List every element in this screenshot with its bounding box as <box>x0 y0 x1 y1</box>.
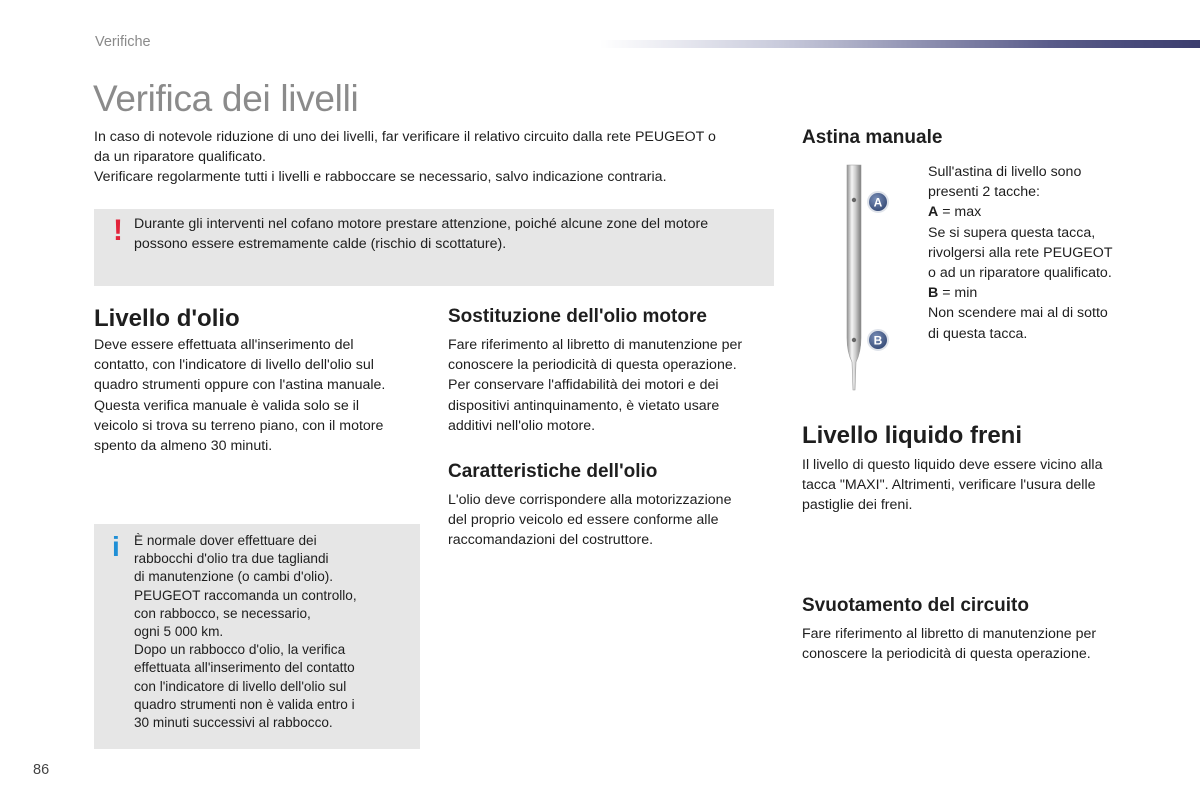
info-line: ogni 5 000 km. <box>134 624 224 640</box>
dipstick-line: o ad un riparatore qualificato. <box>928 265 1112 282</box>
info-line: di manutenzione (o cambi d'olio). <box>134 569 334 585</box>
brake-fluid-heading: Livello liquido freni <box>802 422 1023 449</box>
oil-change-line: additivi nell'olio motore. <box>448 417 596 434</box>
drain-text <box>802 624 1142 664</box>
intro-line: Verificare regolarmente tutti i livelli e rabboccare se necessario, salvo indicazione contraria. <box>94 169 667 186</box>
marker-a-label: A <box>873 195 883 210</box>
info-icon: i <box>112 531 120 562</box>
dipstick-line-a <box>928 202 1158 222</box>
info-line: con rabbocco, se necessario, <box>134 605 311 621</box>
drain-heading: Svuotamento del circuito <box>802 595 1029 616</box>
dipstick-a-key: A <box>928 204 939 221</box>
marker-a-badge <box>868 192 888 212</box>
section-label: Verifiche <box>95 34 151 50</box>
dipstick-line: Sull'astina di livello sono <box>928 164 1082 180</box>
info-text <box>134 532 416 732</box>
info-line: 30 minuti successivi al rabbocco. <box>134 715 333 731</box>
oil-specs-line: L'olio deve corrispondere alla motorizzazione <box>448 492 732 508</box>
info-line: con l'indicatore di livello dell'olio sul <box>134 678 347 694</box>
oil-level-line: Questa verifica manuale è valida solo se il <box>94 397 359 414</box>
dipstick-line: di questa tacca. <box>928 325 1028 342</box>
oil-level-heading: Livello d'olio <box>94 305 240 332</box>
oil-specs-line: raccomandazioni del costruttore. <box>448 532 654 549</box>
dipstick-line: rivolgersi alla rete PEUGEOT <box>928 244 1113 261</box>
dipstick-line-b <box>928 283 1158 303</box>
info-line: Dopo un rabbocco d'olio, la verifica <box>134 642 346 658</box>
oil-level-line: spento da almeno 30 minuti. <box>94 438 273 455</box>
oil-change-line: conoscere la periodicità di questa operazione. <box>448 357 737 374</box>
warning-icon: ! <box>113 214 123 247</box>
oil-level-text <box>94 335 424 456</box>
oil-level-line: veicolo si trova su terreno piano, con il motore <box>94 417 384 434</box>
brake-fluid-line: Il livello di questo liquido deve essere vicino alla <box>802 457 1103 473</box>
warning-text <box>134 214 769 254</box>
oil-specs-text <box>448 490 778 551</box>
dipstick-text <box>928 162 1158 344</box>
intro-line: In caso di notevole riduzione di uno dei livelli, far verificare il relativo circuito dalla rete PEUGEOT o <box>94 129 716 145</box>
dipstick-line: Non scendere mai al di sotto <box>928 305 1108 322</box>
brake-fluid-text <box>802 455 1142 516</box>
oil-level-line: contatto, con l'indicatore di livello dell'olio sul <box>94 357 374 374</box>
intro-paragraph <box>94 127 784 188</box>
warning-line: Durante gli interventi nel cofano motore prestare attenzione, poiché alcune zone del motore <box>134 216 709 232</box>
brake-fluid-line: tacca "MAXI". Altrimenti, verificare l'usura delle <box>802 477 1096 494</box>
dipstick-heading: Astina manuale <box>802 127 943 148</box>
dipstick-b-key: B <box>928 285 939 302</box>
info-line: PEUGEOT raccomanda un controllo, <box>134 587 357 603</box>
drain-line: conoscere la periodicità di questa operazione. <box>802 646 1091 663</box>
oil-level-line: Deve essere effettuata all'inserimento del <box>94 337 354 353</box>
page-number: 86 <box>33 762 50 778</box>
intro-line: da un riparatore qualificato. <box>94 149 266 166</box>
oil-specs-line: del proprio veicolo ed essere conforme alle <box>448 512 719 529</box>
info-line: quadro strumenti non è valida entro i <box>134 696 355 712</box>
marker-b-label: B <box>873 333 883 348</box>
info-line: È normale dover effettuare dei <box>134 533 317 548</box>
oil-specs-heading: Caratteristiche dell'olio <box>448 461 658 482</box>
oil-change-line: Per conservare l'affidabilità dei motori e dei <box>448 377 719 394</box>
brake-fluid-line: pastiglie dei freni. <box>802 497 913 514</box>
page-title: Verifica dei livelli <box>93 78 359 119</box>
oil-change-heading: Sostituzione dell'olio motore <box>448 306 707 327</box>
dipstick-b-value: = min <box>938 285 978 302</box>
oil-level-line: quadro strumenti oppure con l'astina manuale. <box>94 377 386 394</box>
dipstick-line: presenti 2 tacche: <box>928 184 1040 201</box>
dipstick-a-value: = max <box>938 204 982 221</box>
drain-line: Fare riferimento al libretto di manutenzione per <box>802 626 1097 642</box>
warning-line: possono essere estremamente calde (rischio di scottature). <box>134 236 507 253</box>
oil-change-line: Fare riferimento al libretto di manutenzione per <box>448 337 743 353</box>
header-bar <box>600 40 1200 48</box>
dipstick-illustration <box>830 160 900 395</box>
info-line: effettuata all'inserimento del contatto <box>134 660 355 676</box>
oil-change-line: dispositivi antinquinamento, è vietato usare <box>448 397 720 414</box>
oil-change-text <box>448 335 778 436</box>
dipstick-line: Se si supera questa tacca, <box>928 224 1096 241</box>
marker-b-badge <box>868 330 888 350</box>
info-line: rabbocchi d'olio tra due tagliandi <box>134 551 329 567</box>
